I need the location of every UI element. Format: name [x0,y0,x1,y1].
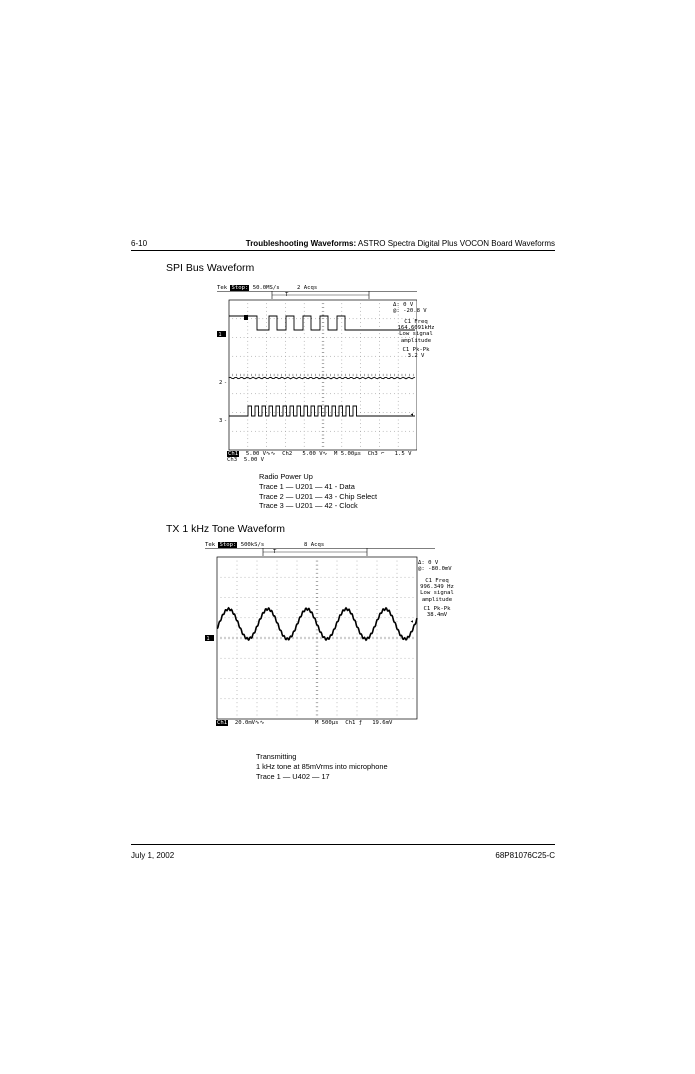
tx-caption-line: Transmitting [256,752,297,761]
spi-bottom-line-1: 5.00 V∿∿ Ch2 5.00 V∿ M 5.00µs Ch3 ⌐ 1.5 V [239,451,412,457]
spi-caption-line: Radio Power Up [259,472,313,481]
tx-low-signal: Low signal [420,590,454,597]
tx-trace-1-tone [217,608,417,640]
spi-marker-2: 2 [219,380,223,386]
spi-ch3-label: Ch3 [227,457,238,464]
tx-freq-readout [415,578,459,603]
spi-tek-label: Tek [217,285,228,291]
spi-sample-rate: 50.0MS/s [249,285,280,291]
tx-sample-rate: 500kS/s [237,542,265,548]
tx-pkpk-label: C1 Pk-Pk [423,606,451,612]
spi-trace-1-data [229,316,415,330]
svg-text:-: - [224,418,228,424]
spi-ch1-badge: Ch1 [228,451,239,457]
spi-at-v: @: -20.8 V [393,308,427,315]
svg-text:◂: ◂ [410,618,414,625]
spi-graticule [232,303,413,446]
tx-at-v: @: -80.0mV [418,566,452,573]
tx-caption-line: 1 kHz tone at 85mVrms into microphone [256,761,388,771]
tx-section-title: TX 1 kHz Tone Waveform [166,523,286,535]
tx-caption-line: Trace 1 — U402 — 17 [256,771,330,781]
spi-trigger-t: T [285,292,289,298]
tx-bottom-readout [216,720,392,726]
spi-delta-v: Δ: 0 V [393,302,414,308]
tx-marker-1: 1 [206,636,210,642]
running-header-subtitle: ASTRO Spectra Digital Plus VOCON Board Waveforms [356,239,555,248]
footer-doc-number: 68P81076C25-C [495,851,555,860]
page-number: 6-10 [131,239,148,248]
tx-measurements [418,560,452,572]
svg-text:-: - [224,380,228,386]
tx-scope-screenshot [205,542,454,732]
spi-freq-readout [393,319,439,344]
tx-freq-value: 996.349 Hz [420,584,454,591]
spi-caption-line: Trace 1 — U201 — 41 - Data [259,481,355,491]
spi-trace-3-clock [229,406,415,416]
spi-amplitude: amplitude [400,337,432,344]
spi-marker-3: 3 [219,418,223,424]
spi-caption-line: Trace 2 — U201 — 43 - Chip Select [259,491,378,501]
spi-section-title: SPI Bus Waveform [166,262,255,274]
tx-scope-display [205,542,435,732]
spi-measurements [393,302,427,314]
spi-caption [259,472,377,511]
spi-freq-value: 164.6091kHz [397,325,435,332]
spi-bottom-readout [227,451,411,463]
tx-delta-v: Δ: 0 V [418,560,439,566]
spi-stop-badge: Stop: [231,285,249,291]
tx-pkpk-readout [415,606,459,618]
tx-pkpk-value: 38.4mV [426,612,448,619]
spi-low-signal: Low signal [399,331,433,338]
svg-text:◂: ◂ [410,411,414,418]
spi-pkpk-value: 3.2 V [407,353,425,360]
tx-stop-badge: Stop: [219,542,237,548]
running-header [246,239,555,248]
spi-pkpk-readout [393,347,439,359]
tx-amplitude: amplitude [421,596,453,603]
tx-bottom-line-1: 20.0mV∿∿ M 500µs Ch1 ƒ 19.6mV [228,720,393,726]
tx-tek-label: Tek [205,542,216,548]
tx-freq-label: C1 Freq [425,578,449,584]
header-rule [131,250,555,251]
spi-caption-line: Trace 3 — U201 — 42 - Clock [259,501,358,511]
spi-bottom-line-2: 5.00 V [237,457,265,464]
spi-acqs: 2 Acqs [297,285,318,291]
tx-acqs: 8 Acqs [304,542,325,548]
spi-scope-screenshot [217,285,435,465]
footer-date: July 1, 2002 [131,851,175,860]
spi-marker-1: 1 [218,332,222,338]
spi-pkpk-label: C1 Pk-Pk [402,347,430,353]
tx-ch1-badge: Ch1 [217,720,228,726]
spi-scope-display [217,285,417,465]
running-header-chapter: Troubleshooting Waveforms: [245,239,357,248]
spi-freq-label: C1 Freq [404,319,428,325]
tx-caption [256,752,388,781]
tx-trigger-t: T [273,549,277,555]
footer-rule [131,844,555,845]
